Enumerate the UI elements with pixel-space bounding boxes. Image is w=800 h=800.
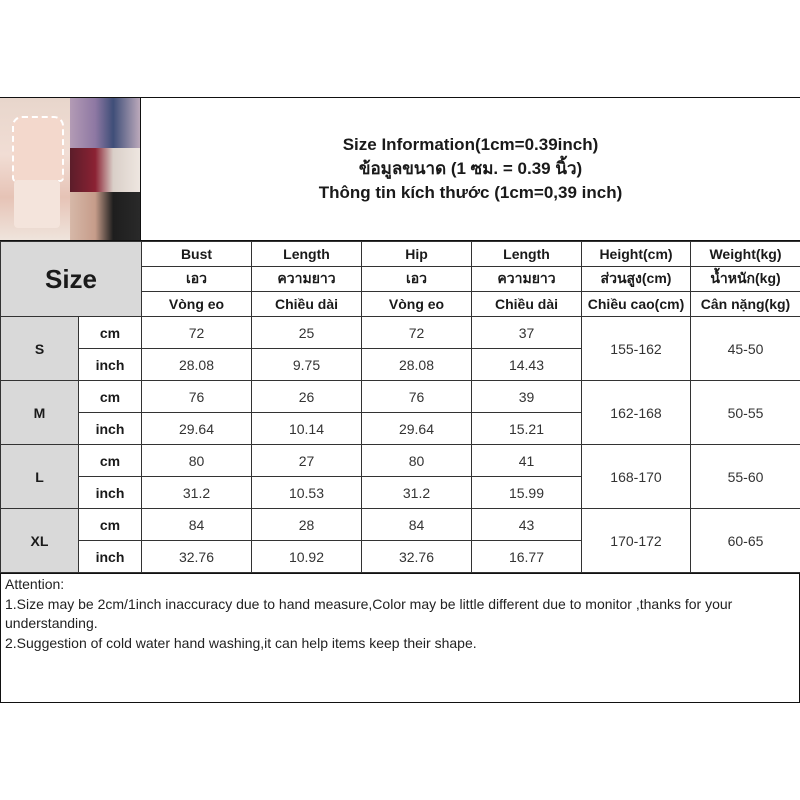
table-row (1, 445, 800, 477)
height-cell: 155-162 (582, 317, 691, 381)
table-cell: 31.2 (362, 477, 472, 509)
table-row (1, 381, 800, 413)
size-label: S (1, 317, 79, 381)
attention-heading: Attention: (5, 576, 65, 592)
title-vietnamese: Thông tin kích thước (1cm=0,39 inch) (318, 183, 623, 202)
chart-header (0, 97, 800, 241)
column-header: Cân nặng(kg) (691, 292, 800, 317)
table-cell: 43 (472, 509, 582, 541)
table-cell: 28 (252, 509, 362, 541)
table-cell: 76 (362, 381, 472, 413)
column-header: ส่วนสูง(cm) (582, 267, 691, 292)
table-cell: 28.08 (362, 349, 472, 381)
table-cell: 15.21 (472, 413, 582, 445)
unit-label: inch (79, 349, 142, 381)
column-header: Vòng eo (142, 292, 252, 317)
size-heading: Size (1, 242, 142, 317)
table-cell: 32.76 (142, 541, 252, 573)
column-header: Chiều dài (252, 292, 362, 317)
unit-label: inch (79, 477, 142, 509)
column-header: น้ำหนัก(kg) (691, 267, 800, 292)
size-label: L (1, 445, 79, 509)
table-cell: 10.53 (252, 477, 362, 509)
height-cell: 162-168 (582, 381, 691, 445)
table-cell: 84 (142, 509, 252, 541)
product-photo (0, 98, 141, 240)
column-header: เอว (142, 267, 252, 292)
table-cell: 39 (472, 381, 582, 413)
unit-label: inch (79, 413, 142, 445)
column-header: ความยาว (472, 267, 582, 292)
table-cell: 72 (142, 317, 252, 349)
size-label: M (1, 381, 79, 445)
table-cell: 10.92 (252, 541, 362, 573)
table-cell: 32.76 (362, 541, 472, 573)
unit-label: cm (79, 317, 142, 349)
size-label: XL (1, 509, 79, 573)
weight-cell: 55-60 (691, 445, 800, 509)
height-cell: 168-170 (582, 445, 691, 509)
table-cell: 76 (142, 381, 252, 413)
size-chart (0, 97, 800, 704)
column-header: Chiều cao(cm) (582, 292, 691, 317)
title-thai: ข้อมูลขนาด (1 ซม. = 0.39 นิ้ว) (358, 159, 583, 178)
table-cell: 14.43 (472, 349, 582, 381)
column-header: Length (472, 242, 582, 267)
height-cell: 170-172 (582, 509, 691, 573)
table-cell: 25 (252, 317, 362, 349)
table-cell: 80 (362, 445, 472, 477)
unit-label: cm (79, 509, 142, 541)
column-header: Weight(kg) (691, 242, 800, 267)
unit-label: inch (79, 541, 142, 573)
title-english: Size Information(1cm=0.39inch) (342, 135, 599, 154)
column-header: Hip (362, 242, 472, 267)
table-cell: 72 (362, 317, 472, 349)
column-header: Vòng eo (362, 292, 472, 317)
column-header: Height(cm) (582, 242, 691, 267)
header-row-english (1, 242, 800, 267)
table-cell: 37 (472, 317, 582, 349)
table-cell: 29.64 (142, 413, 252, 445)
unit-label: cm (79, 381, 142, 413)
table-cell: 28.08 (142, 349, 252, 381)
table-cell: 10.14 (252, 413, 362, 445)
table-cell: 31.2 (142, 477, 252, 509)
column-header: เอว (362, 267, 472, 292)
table-row (1, 317, 800, 349)
table-row (1, 509, 800, 541)
table-cell: 16.77 (472, 541, 582, 573)
weight-cell: 45-50 (691, 317, 800, 381)
table-cell: 15.99 (472, 477, 582, 509)
column-header: Chiều dài (472, 292, 582, 317)
table-cell: 27 (252, 445, 362, 477)
weight-cell: 50-55 (691, 381, 800, 445)
size-table (0, 241, 800, 573)
unit-label: cm (79, 445, 142, 477)
title-block (141, 98, 800, 240)
column-header: Bust (142, 242, 252, 267)
table-cell: 80 (142, 445, 252, 477)
attention-note: 2.Suggestion of cold water hand washing,it can help items keep their shape. (5, 634, 477, 651)
attention-note: 1.Size may be 2cm/1inch inaccuracy due to hand measure,Color may be little different due to monitor ,thanks for your understanding. (5, 595, 733, 631)
weight-cell: 60-65 (691, 509, 800, 573)
table-cell: 26 (252, 381, 362, 413)
table-cell: 9.75 (252, 349, 362, 381)
table-cell: 41 (472, 445, 582, 477)
attention-notes (0, 573, 800, 703)
column-header: Length (252, 242, 362, 267)
table-cell: 29.64 (362, 413, 472, 445)
table-cell: 84 (362, 509, 472, 541)
column-header: ความยาว (252, 267, 362, 292)
